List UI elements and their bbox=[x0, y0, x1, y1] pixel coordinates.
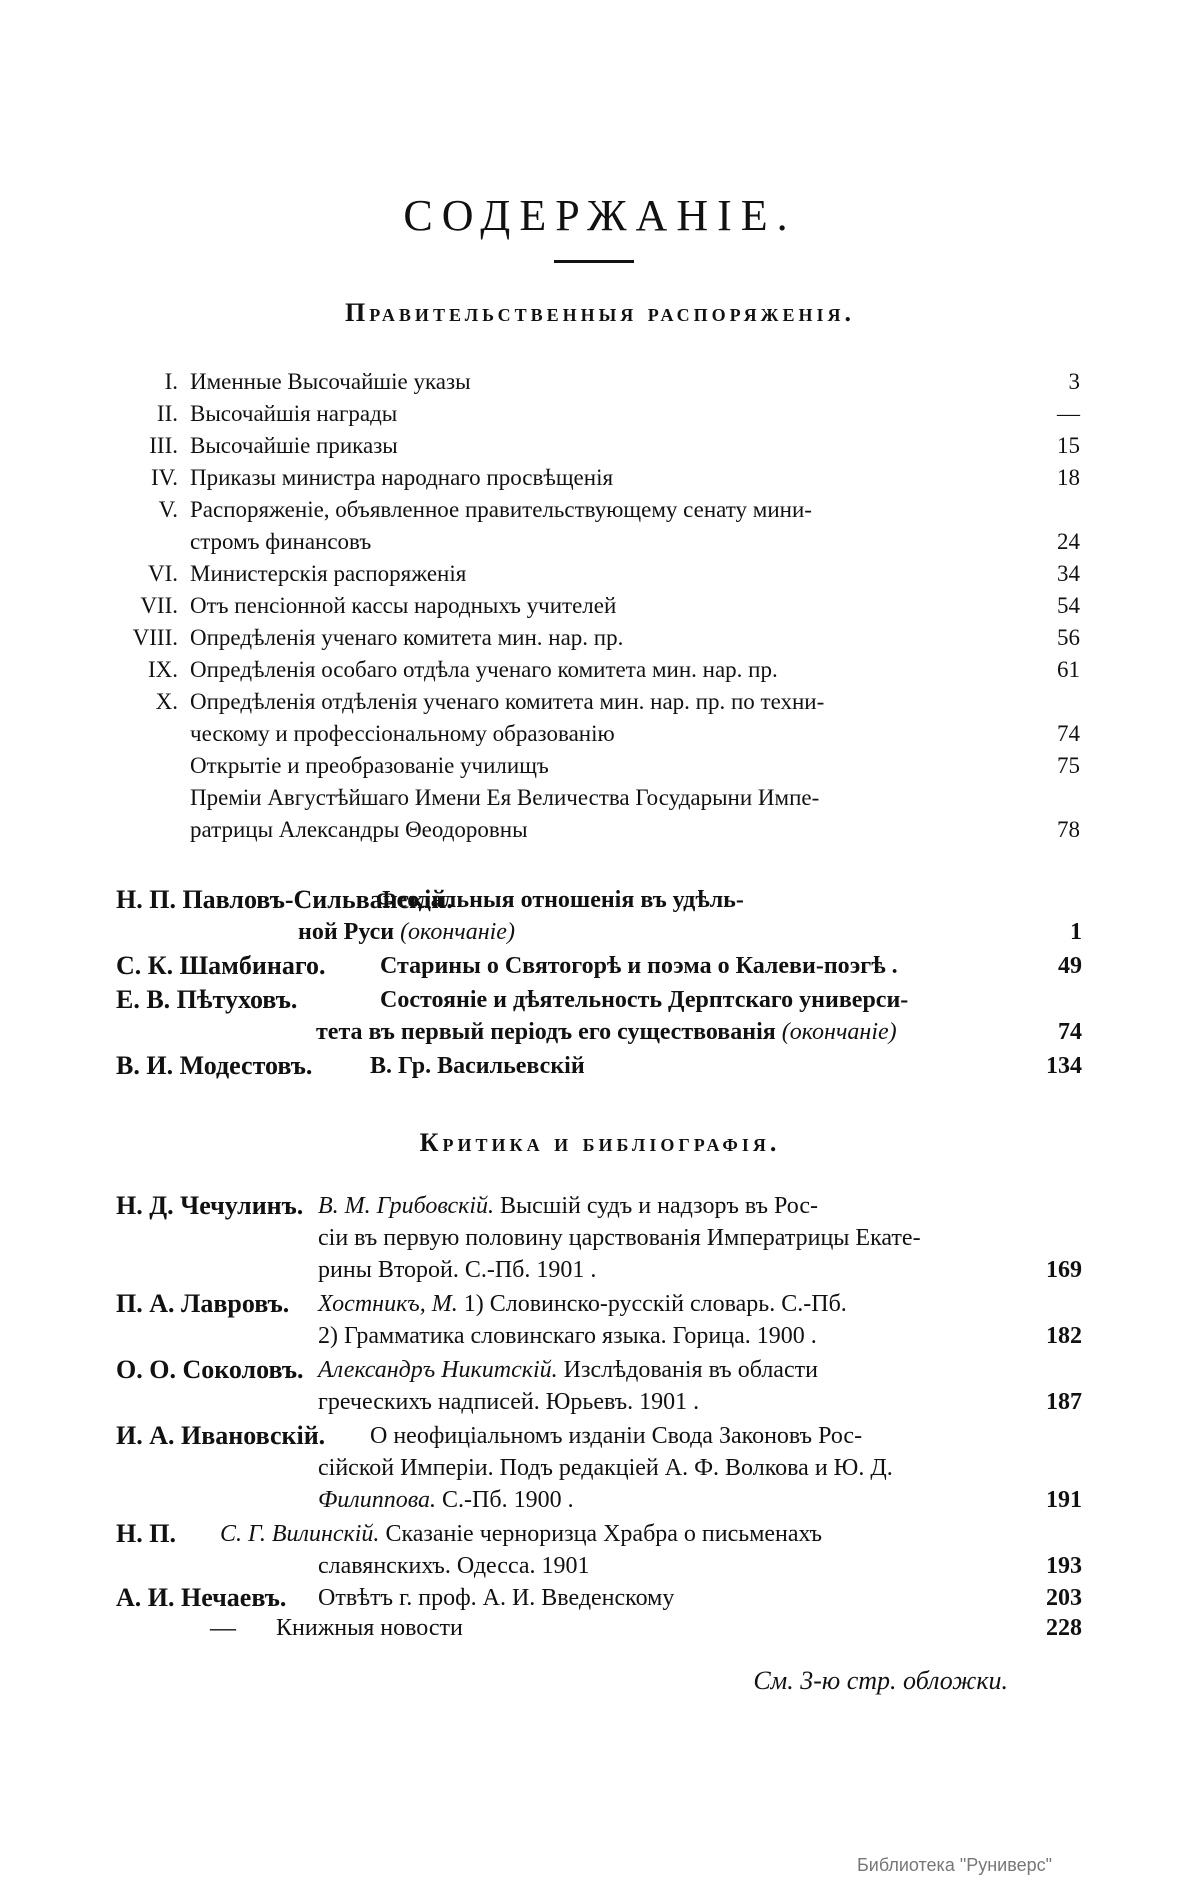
toc-number: I. bbox=[164, 369, 178, 394]
review-text: Изслѣдованія въ области bbox=[563, 1357, 818, 1383]
article-title-text: Феодальныя отношенія въ удѣль- bbox=[376, 887, 744, 913]
article-title-text: Старины о Святогорѣ и поэма о Калеви-поэгѣ . bbox=[380, 953, 898, 979]
review-author: И. А. Ивановскій. bbox=[116, 1421, 326, 1450]
review-page-number: 203 bbox=[1046, 1585, 1082, 1611]
review-entry bbox=[318, 1190, 818, 1222]
toc-number: II. bbox=[156, 401, 178, 426]
toc-text: ческому и профессіональному образованію bbox=[190, 721, 615, 746]
review-text: сійской Имперіи. Подъ редакціей А. Ф. Волкова и Ю. Д. bbox=[318, 1455, 893, 1481]
review-page-number: 182 bbox=[1046, 1323, 1082, 1349]
review-author: Н. П. bbox=[116, 1519, 176, 1548]
review-entry bbox=[318, 1582, 674, 1614]
review-author: П. А. Лавровъ. bbox=[116, 1289, 290, 1318]
article-title-text: тета въ первый періодъ его существованія bbox=[316, 1019, 776, 1045]
review-page-number: 169 bbox=[1046, 1257, 1082, 1283]
article-author: Н. П. Павловъ-Сильванскій. bbox=[116, 885, 453, 914]
review-book-author: Хостникъ, М. bbox=[318, 1291, 458, 1317]
review-text: славянскихъ. Одесса. 1901 bbox=[318, 1553, 590, 1579]
article-title-text: ной Руси bbox=[298, 919, 395, 945]
review-author: Н. Д. Чечулинъ. bbox=[116, 1191, 304, 1220]
toc-text: Высочайшіе приказы bbox=[190, 433, 398, 458]
article-title bbox=[376, 884, 744, 916]
toc-page-number: 15 bbox=[1057, 433, 1080, 458]
review-page-number: 193 bbox=[1046, 1553, 1082, 1579]
review-author: А. И. Нечаевъ. bbox=[116, 1583, 287, 1612]
article-title bbox=[380, 950, 898, 982]
article-author: С. К. Шамбинаго. bbox=[116, 951, 326, 980]
article-page-number: 74 bbox=[1058, 1019, 1082, 1045]
toc-page-number: 3 bbox=[1068, 369, 1080, 394]
review-entry bbox=[318, 1452, 893, 1484]
toc-text: Приказы министра народнаго просвѣщенія bbox=[190, 465, 614, 490]
review-author: — bbox=[210, 1613, 236, 1642]
review-text: Сказаніе черноризца Храбра о письменахъ bbox=[385, 1521, 823, 1547]
review-entry bbox=[318, 1288, 847, 1320]
review-text: С.-Пб. 1900 . bbox=[442, 1487, 574, 1513]
toc-text: ратрицы Александры Θеодоровны bbox=[190, 817, 528, 842]
review-entry bbox=[318, 1354, 818, 1386]
review-page-number: 228 bbox=[1046, 1615, 1082, 1641]
article-page-number: 134 bbox=[1046, 1053, 1082, 1079]
title-rule bbox=[554, 260, 634, 263]
toc-number: V. bbox=[158, 497, 178, 522]
article-title bbox=[370, 1050, 585, 1082]
review-text: Высшій судъ и надзоръ въ Рос- bbox=[500, 1193, 818, 1219]
review-page-number: 187 bbox=[1046, 1389, 1082, 1415]
review-author: О. О. Соколовъ. bbox=[116, 1355, 304, 1384]
toc-text: Именные Высочайшіе указы bbox=[190, 369, 471, 394]
library-watermark: Библиотека "Руниверс" bbox=[856, 1855, 1052, 1875]
toc-page-number: — bbox=[1057, 401, 1080, 426]
toc-text: стромъ финансовъ bbox=[190, 529, 372, 554]
review-text: 1) Словинско-русскій словарь. С.-Пб. bbox=[463, 1291, 847, 1317]
review-text: сіи въ первую половину царствованія Императрицы Екате- bbox=[318, 1225, 921, 1251]
article-title bbox=[316, 1016, 897, 1048]
review-page-number: 191 bbox=[1046, 1487, 1082, 1513]
section-heading-criticism: Критика и библіографія. bbox=[419, 1128, 781, 1157]
article-title bbox=[380, 984, 908, 1016]
toc-number: IX. bbox=[147, 657, 178, 682]
toc-page-number: 34 bbox=[1057, 561, 1080, 586]
see-cover-note: См. 3-ю стр. обложки. bbox=[753, 1666, 1008, 1695]
toc-text: Опредѣленія отдѣленія ученаго комитета мин. нар. пр. по техни- bbox=[190, 689, 825, 714]
review-text: рины Второй. С.-Пб. 1901 . bbox=[318, 1257, 597, 1283]
article-page-number: 49 bbox=[1058, 953, 1082, 979]
toc-text: Высочайшія награды bbox=[190, 401, 398, 426]
toc-text: Министерскія распоряженія bbox=[190, 561, 467, 586]
toc-page-number: 56 bbox=[1057, 625, 1080, 650]
page-title: СОДЕРЖАНІЕ. bbox=[403, 191, 797, 240]
section-heading-government: Правительственныя распоряженія. bbox=[345, 298, 855, 327]
toc-text: Открытіе и преобразованіе училищъ bbox=[190, 753, 549, 778]
article-title-note: (окончаніе) bbox=[400, 919, 515, 945]
toc-text: Распоряженіе, объявленное правительствующему сенату мини- bbox=[190, 497, 812, 522]
toc-number: VIII. bbox=[132, 625, 178, 650]
toc-number: IV. bbox=[150, 465, 178, 490]
review-text: Отвѣтъ г. проф. А. И. Введенскому bbox=[318, 1585, 675, 1611]
review-entry bbox=[318, 1254, 596, 1286]
toc-page-number: 54 bbox=[1057, 593, 1080, 618]
review-text: греческихъ надписей. Юрьевъ. 1901 . bbox=[318, 1389, 700, 1415]
review-text: Книжныя новости bbox=[276, 1615, 463, 1641]
article-author: В. И. Модестовъ. bbox=[116, 1051, 313, 1080]
review-text: 2) Грамматика словинскаго языка. Горица. 1900 . bbox=[318, 1323, 817, 1349]
review-entry bbox=[318, 1484, 574, 1516]
toc-text: Отъ пенсіонной кассы народныхъ учителей bbox=[190, 593, 617, 618]
article-title-note: (окончаніе) bbox=[781, 1019, 897, 1045]
review-entry bbox=[318, 1386, 699, 1418]
review-book-author: Александръ Никитскій. bbox=[318, 1357, 558, 1383]
toc-page-number: 75 bbox=[1057, 753, 1080, 778]
review-entry bbox=[318, 1550, 590, 1582]
toc-page-number: 24 bbox=[1057, 529, 1080, 554]
review-book-author: В. М. Грибовскій. bbox=[318, 1193, 495, 1219]
toc-number: VI. bbox=[147, 561, 178, 586]
toc-number: VII. bbox=[140, 593, 178, 618]
toc-page-number: 61 bbox=[1057, 657, 1080, 682]
review-entry bbox=[318, 1222, 921, 1254]
toc-text: Опредѣленія ученаго комитета мин. нар. пр. bbox=[190, 625, 624, 650]
review-entry bbox=[276, 1612, 463, 1644]
toc-number: III. bbox=[149, 433, 178, 458]
review-entry bbox=[370, 1420, 862, 1452]
toc-page-number: 18 bbox=[1057, 465, 1080, 490]
article-author: Е. В. Пѣтуховъ. bbox=[116, 985, 298, 1014]
article-page-number: 1 bbox=[1070, 919, 1082, 945]
review-entry bbox=[220, 1518, 822, 1550]
article-title-text: Состояніе и дѣятельность Дерптскаго универси- bbox=[380, 987, 909, 1013]
article-title bbox=[298, 916, 515, 948]
toc-page-number: 78 bbox=[1057, 817, 1080, 842]
review-entry bbox=[318, 1320, 817, 1352]
review-text: О неофиціальномъ изданіи Свода Законовъ Рос- bbox=[370, 1423, 863, 1449]
article-title-text: В. Гр. Васильевскій bbox=[370, 1053, 585, 1079]
toc-number: X. bbox=[155, 689, 178, 714]
toc-text: Преміи Августѣйшаго Имени Ея Величества Государыни Импе- bbox=[190, 785, 820, 810]
toc-page-number: 74 bbox=[1057, 721, 1080, 746]
review-book-author: Филиппова. bbox=[318, 1487, 437, 1513]
review-book-author: С. Г. Вилинскій. bbox=[220, 1521, 380, 1547]
toc-text: Опредѣленія особаго отдѣла ученаго комитета мин. нар. пр. bbox=[190, 657, 778, 682]
